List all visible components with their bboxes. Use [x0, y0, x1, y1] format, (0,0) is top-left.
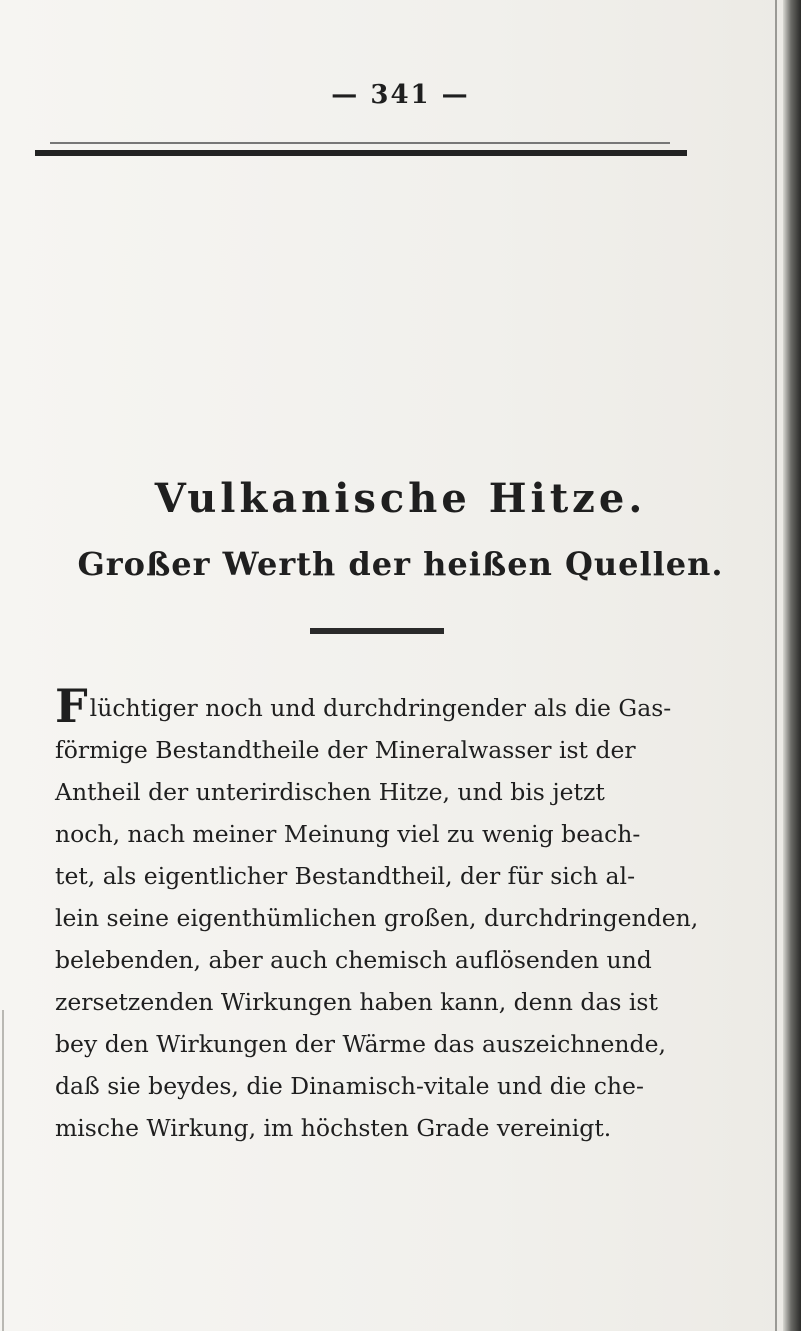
- text-line: mische Wirkung, im höchsten Grade vereinigt.: [55, 1114, 612, 1142]
- text-line: zersetzenden Wirkungen haben kann, denn das ist: [55, 988, 658, 1016]
- text-line: lein seine eigenthümlichen großen, durchdringenden,: [55, 904, 699, 932]
- text-line: förmige Bestandtheile der Mineralwasser ist der: [55, 736, 636, 764]
- text-line: noch, nach meiner Meinung viel zu wenig beach-: [55, 820, 641, 848]
- section-divider: [310, 628, 444, 634]
- text-line: [55, 679, 755, 733]
- binding-edge: [783, 0, 801, 1331]
- text-line: Antheil der unterirdischen Hitze, und bis jetzt: [55, 778, 605, 806]
- text-line: daß sie beydes, die Dinamisch-vitale und die che-: [55, 1072, 644, 1100]
- header-rule: [35, 150, 687, 156]
- body-paragraph: [55, 679, 755, 1149]
- binding-line: [775, 0, 777, 1331]
- page-number: — 341 —: [331, 80, 470, 110]
- text-line-content: lüchtiger noch und durchdringender als die Gas-: [89, 694, 672, 722]
- text-line: belebenden, aber auch chemisch auflösenden und: [55, 946, 652, 974]
- text-line: tet, als eigentlicher Bestandtheil, der für sich al-: [55, 862, 636, 890]
- drop-cap: F: [55, 679, 88, 733]
- section-title: Vulkanische Hitze.: [154, 475, 647, 522]
- text-line: bey den Wirkungen der Wärme das auszeichnende,: [55, 1030, 666, 1058]
- header-rule-thin: [50, 142, 670, 144]
- section-subtitle: Großer Werth der heißen Quellen.: [77, 545, 724, 583]
- page-edge-line: [2, 1010, 4, 1331]
